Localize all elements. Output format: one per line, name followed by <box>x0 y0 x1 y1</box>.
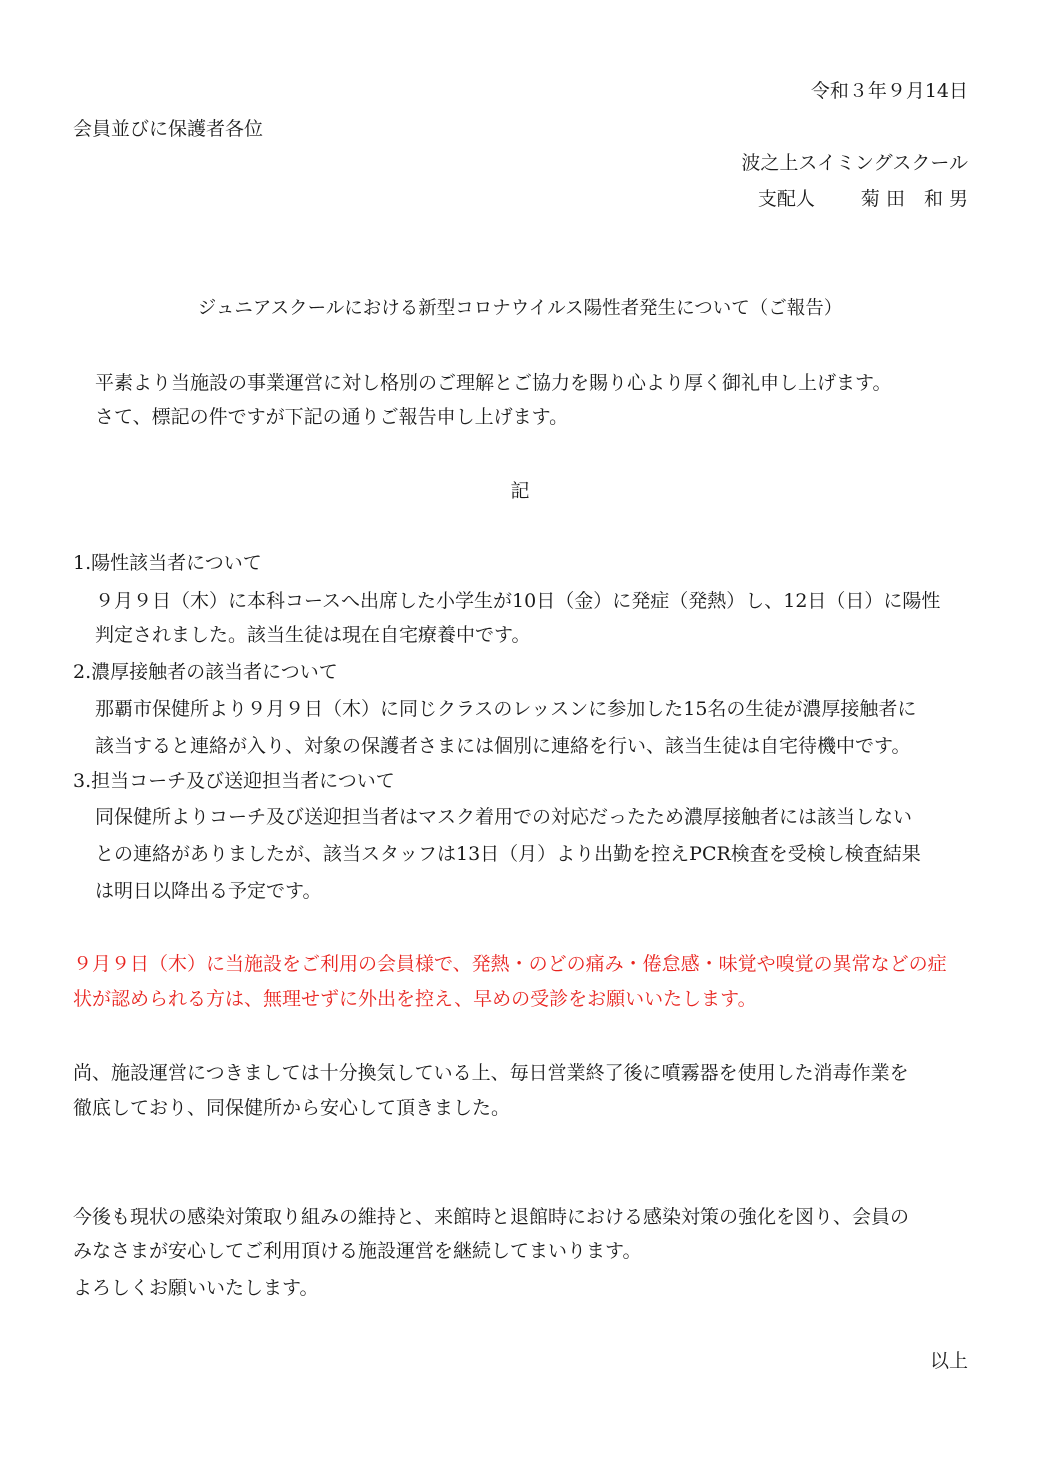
closing-paragraph-line: 今後も現状の感染対策取り組みの維持と、来館時と退館時における感染対策の強化を図り、会員の <box>73 1206 910 1228</box>
health-notice-line: 状が認められる方は、無理せずに外出を控え、早めの受診をお願いいたします。 <box>73 988 757 1010</box>
document-title: ジュニアスクールにおける新型コロナウイルス陽性者発生について（ご報告） <box>197 298 843 319</box>
section-body-line: 同保健所よりコーチ及び送迎担当者はマスク着用での対応だったため濃厚接触者には該当しない <box>95 806 913 828</box>
ki-heading: 記 <box>510 480 530 502</box>
closing-paragraph-line: みなさまが安心してご利用頂ける施設運営を継続してまいります。 <box>73 1240 642 1262</box>
section-body-line: 該当すると連絡が入り、対象の保護者さまには個別に連絡を行い、該当生徒は自宅待機中です。 <box>95 735 911 757</box>
manager-title: 支配人 <box>757 188 815 210</box>
manager-signature <box>758 190 968 209</box>
section-body-line: ９月９日（木）に本科コースへ出席した小学生が10日（金）に発症（発熱）し、12日（日）に陽性 <box>95 590 941 612</box>
closing-paragraph-line: よろしくお願いいたします。 <box>73 1277 319 1299</box>
section-heading-staff: 3.担当コーチ及び送迎担当者について <box>73 770 395 792</box>
section-body-line: との連絡がありましたが、該当スタッフは13日（月）より出勤を控えPCR検査を受検し検査結果 <box>95 843 921 865</box>
intro-paragraph-line: 平素より当施設の事業運営に対し格別のご理解とご協力を賜り心より厚く御礼申し上げます。 <box>95 372 892 394</box>
facility-note-line: 徹底しており、同保健所から安心して頂きました。 <box>73 1097 511 1119</box>
health-notice-line: ９月９日（木）に当施設をご利用の会員様で、発熱・のどの痛み・倦怠感・味覚や嗅覚の異常などの症 <box>73 953 947 975</box>
end-mark: 以上 <box>929 1350 968 1372</box>
intro-paragraph-line: さて、標記の件ですが下記の通りご報告申し上げます。 <box>95 406 569 428</box>
section-body-line: 那覇市保健所より９月９日（木）に同じクラスのレッスンに参加した15名の生徒が濃厚接触者に <box>95 698 917 720</box>
section-heading-positive-case: 1.陽性該当者について <box>73 552 262 574</box>
section-body-line: は明日以降出る予定です。 <box>95 880 322 902</box>
section-heading-close-contacts: 2.濃厚接触者の該当者について <box>73 661 338 683</box>
facility-note-line: 尚、施設運営につきましては十分換気している上、毎日営業終了後に噴霧器を使用した消毒作業を <box>73 1062 909 1084</box>
organization-name: 波之上スイミングスクール <box>741 152 968 174</box>
document-date: 令和３年９月14日 <box>810 80 968 102</box>
manager-name: 菊 田 和 男 <box>860 188 968 210</box>
recipient-line: 会員並びに保護者各位 <box>73 118 264 140</box>
section-body-line: 判定されました。該当生徒は現在自宅療養中です。 <box>95 624 531 646</box>
